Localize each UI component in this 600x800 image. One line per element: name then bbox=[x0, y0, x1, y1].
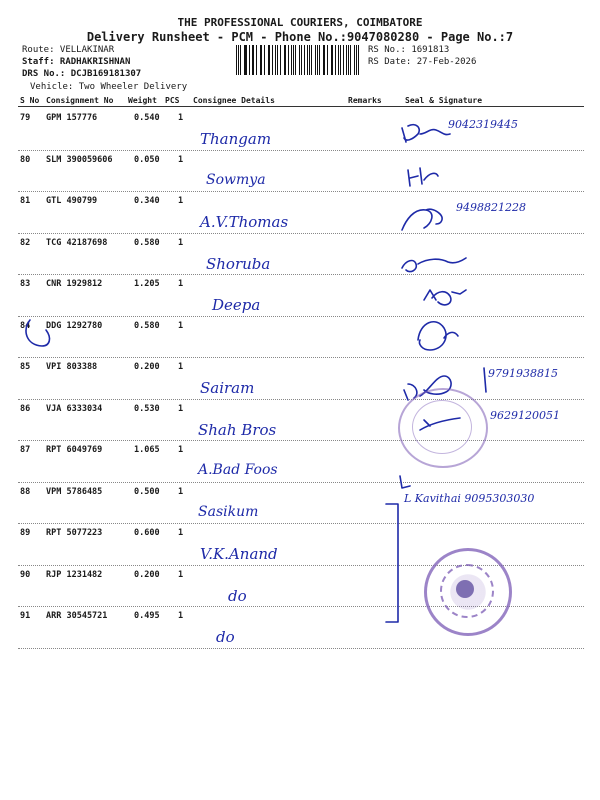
row-sno: 89 bbox=[20, 528, 31, 538]
runsheet-title: Delivery Runsheet - PCM - Phone No.:9047080280 - Page No.:7 bbox=[86, 30, 514, 44]
row-weight: 0.200 bbox=[134, 569, 160, 580]
col-weight: Weight bbox=[128, 96, 157, 105]
row-sno: 79 bbox=[20, 113, 31, 123]
row-sno: 84 bbox=[20, 320, 31, 331]
row-signature-note: 9791938815 bbox=[488, 367, 558, 380]
row-sno: 86 bbox=[20, 403, 31, 414]
row-weight: 0.580 bbox=[134, 320, 160, 331]
row-sno: 87 bbox=[20, 445, 31, 455]
col-pcs: PCS bbox=[165, 96, 180, 105]
row-consignee-handwritten: Deepa bbox=[212, 296, 261, 314]
row-consignee-handwritten: Shoruba bbox=[206, 254, 271, 273]
col-consignment: Consignment No bbox=[46, 96, 114, 105]
row-consignment: RPT 5077223 bbox=[46, 528, 103, 538]
drs-label: DRS No.: DCJB169181307 bbox=[22, 69, 142, 79]
row-signature-note: 9042319445 bbox=[448, 118, 518, 131]
row-weight: 0.580 bbox=[134, 237, 160, 248]
row-consignment: ARR 30545721 bbox=[46, 611, 108, 621]
row-weight: 0.340 bbox=[134, 196, 160, 206]
row-sno: 83 bbox=[20, 279, 31, 289]
row-sno: 81 bbox=[20, 196, 31, 206]
staff-label: Staff: RADHAKRISHNAN bbox=[22, 57, 131, 67]
col-sno: S No bbox=[20, 96, 40, 105]
row-sno: 85 bbox=[20, 362, 31, 372]
row-consignment: GPM 157776 bbox=[46, 113, 98, 123]
row-consignee-handwritten: Sairam bbox=[200, 379, 255, 397]
row-pcs: 1 bbox=[178, 569, 184, 580]
row-consignee-handwritten: do bbox=[216, 628, 235, 646]
row-pcs: 1 bbox=[178, 611, 184, 621]
row-consignee-handwritten: Shah Bros bbox=[198, 420, 277, 439]
row-consignee-handwritten: Sasikum bbox=[198, 503, 259, 520]
seal-stamp-vk-emblem bbox=[456, 580, 474, 598]
row-pcs: 1 bbox=[178, 154, 184, 165]
row-pcs: 1 bbox=[178, 486, 184, 497]
row-weight: 0.500 bbox=[134, 486, 160, 497]
row-consignment: DDG 1292780 bbox=[46, 320, 103, 331]
company-name: THE PROFESSIONAL COURIERS, COIMBATORE bbox=[177, 16, 423, 29]
row-pcs: 1 bbox=[178, 196, 184, 206]
row-weight: 0.600 bbox=[134, 528, 160, 538]
route-label: Route: VELLAKINAR bbox=[22, 45, 115, 55]
col-remarks: Remarks bbox=[348, 96, 382, 105]
row-consignment: SLM 390059606 bbox=[46, 154, 113, 165]
row-consignment: TCG 42187698 bbox=[46, 237, 108, 248]
row-consignee-handwritten: A.Bad Foos bbox=[198, 462, 278, 478]
row-pcs: 1 bbox=[178, 237, 184, 248]
signature-81 bbox=[402, 209, 442, 230]
row-pcs: 1 bbox=[178, 445, 184, 455]
row-consignee-handwritten: A.V.Thomas bbox=[200, 213, 289, 231]
row-weight: 1.205 bbox=[134, 279, 160, 289]
row-weight: 0.540 bbox=[134, 113, 160, 123]
row-signature-note: 9629120051 bbox=[490, 408, 560, 422]
col-consignee: Consignee Details bbox=[193, 96, 275, 105]
row-consignee-handwritten: Thangam bbox=[200, 130, 272, 148]
circle-mark-84 bbox=[26, 320, 49, 346]
row-consignee-handwritten: V.K.Anand bbox=[200, 545, 278, 563]
row-pcs: 1 bbox=[178, 528, 184, 538]
row-pcs: 1 bbox=[178, 113, 184, 123]
signature-88 bbox=[400, 476, 410, 488]
row-consignment: CNR 1929812 bbox=[46, 279, 103, 289]
signature-79 bbox=[402, 125, 450, 142]
rs-number: RS No.: 1691813 bbox=[368, 45, 450, 55]
row-sno: 90 bbox=[20, 569, 31, 580]
vehicle-label: Vehicle: Two Wheeler Delivery bbox=[30, 82, 188, 92]
row-weight: 0.530 bbox=[134, 403, 160, 414]
row-consignment: VJA 6333034 bbox=[46, 403, 103, 414]
row-weight: 0.050 bbox=[134, 154, 160, 165]
col-seal: Seal & Signature bbox=[405, 96, 483, 105]
row-pcs: 1 bbox=[178, 362, 184, 372]
signature-84 bbox=[418, 322, 458, 350]
row-consignment: GTL 490799 bbox=[46, 196, 98, 206]
row-weight: 0.200 bbox=[134, 362, 160, 372]
row-sno: 82 bbox=[20, 237, 31, 248]
row-weight: 0.495 bbox=[134, 611, 160, 621]
row-pcs: 1 bbox=[178, 403, 184, 414]
row-sno: 80 bbox=[20, 154, 31, 165]
bracket-89 bbox=[386, 504, 398, 622]
row-signature-note: 9498821228 bbox=[456, 201, 526, 214]
signature-83 bbox=[424, 290, 466, 305]
row-consignment: RPT 6049769 bbox=[46, 445, 103, 455]
row-pcs: 1 bbox=[178, 320, 184, 331]
signature-82 bbox=[402, 258, 466, 272]
row-consignment: VPI 803388 bbox=[46, 362, 98, 372]
signature-80 bbox=[408, 168, 438, 186]
row-consignment: RJP 1231482 bbox=[46, 569, 103, 580]
row-consignment: VPM 5786485 bbox=[46, 486, 103, 497]
row-weight: 1.065 bbox=[134, 445, 160, 455]
rs-date: RS Date: 27-Feb-2026 bbox=[368, 57, 477, 67]
row-sno: 91 bbox=[20, 611, 31, 621]
row-consignee-handwritten: do bbox=[228, 586, 247, 605]
seal-stamp-86-inner bbox=[412, 400, 472, 454]
row-pcs: 1 bbox=[178, 279, 184, 289]
row-sno: 88 bbox=[20, 486, 31, 497]
row-signature-note: L Kavithai 9095303030 bbox=[404, 491, 535, 505]
row-consignee-handwritten: Sowmya bbox=[206, 171, 266, 188]
